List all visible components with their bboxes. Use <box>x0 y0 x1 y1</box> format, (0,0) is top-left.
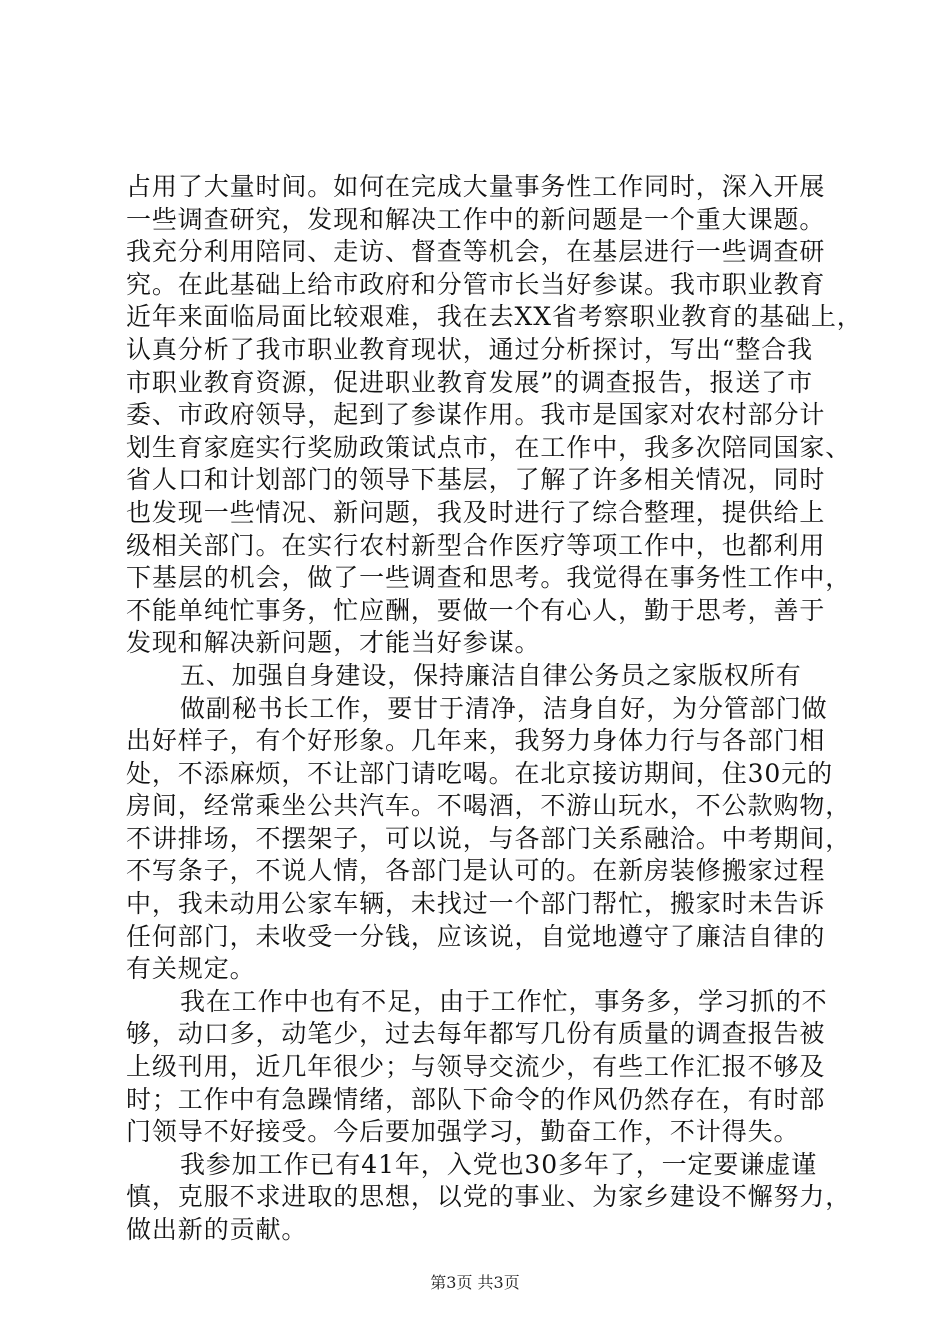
body-line: 门领导不好接受。今后要加强学习，勤奋工作，不计得失。 <box>126 1117 800 1147</box>
body-line: 慎，克服不求进取的思想，以党的事业、为家乡建设不懈努力， <box>126 1182 852 1212</box>
body-line: 时；工作中有急躁情绪，部队下命令的作风仍然存在，有时部 <box>126 1084 826 1114</box>
body-line: 省人口和计划部门的领导下基层，了解了许多相关情况，同时 <box>126 465 826 495</box>
body-line: 上级刊用，近几年很少；与领导交流少，有些工作汇报不够及 <box>126 1052 826 1082</box>
paragraph-first-line: 我参加工作已有41年，入党也30多年了，一定要谦虚谨 <box>180 1149 818 1179</box>
body-line: 级相关部门。在实行农村新型合作医疗等项工作中，也都利用 <box>126 530 826 560</box>
section-heading: 五、加强自身建设，保持廉洁自律公务员之家版权所有 <box>180 660 802 690</box>
body-line: 近年来面临局面比较艰难，我在去XX省考察职业教育的基础上， <box>126 302 863 332</box>
body-line: 究。在此基础上给市政府和分管市长当好参谋。我市职业教育 <box>126 269 826 299</box>
body-line: 处，不添麻烦，不让部门请吃喝。在北京接访期间，住30元的 <box>126 758 834 788</box>
body-line: 不讲排场，不摆架子，可以说，与各部门关系融洽。中考期间， <box>126 823 852 853</box>
body-line: 下基层的机会，做了一些调查和思考。我觉得在事务性工作中， <box>126 563 852 593</box>
body-line: 够，动口多，动笔少，过去每年都写几份有质量的调查报告被 <box>126 1019 826 1049</box>
page-footer: 第3页 共3页 <box>430 1273 520 1292</box>
paragraph-first-line: 做副秘书长工作，要甘于清净，洁身自好，为分管部门做 <box>180 693 828 723</box>
body-line: 委、市政府领导，起到了参谋作用。我市是国家对农村部分计 <box>126 400 826 430</box>
body-line: 认真分析了我市职业教育现状，通过分析探讨，写出“整合我 <box>126 334 814 364</box>
body-line: 任何部门，未收受一分钱，应该说，自觉地遵守了廉洁自律的 <box>126 921 826 951</box>
body-line: 房间，经常乘坐公共汽车。不喝酒，不游山玩水，不公款购物， <box>126 791 852 821</box>
body-line: 占用了大量时间。如何在完成大量事务性工作同时，深入开展 <box>126 172 826 201</box>
paragraph-first-line: 我在工作中也有不足，由于工作忙，事务多，学习抓的不 <box>180 986 828 1016</box>
body-line: 不能单纯忙事务，忙应酬，要做一个有心人，勤于思考，善于 <box>126 595 826 625</box>
body-line: 有关规定。 <box>126 954 256 984</box>
body-line: 也发现一些情况、新问题，我及时进行了综合整理，提供给上 <box>126 497 826 527</box>
body-line: 做出新的贡献。 <box>126 1215 308 1244</box>
body-line: 划生育家庭实行奖励政策试点市，在工作中，我多次陪同国家、 <box>126 432 852 462</box>
document-body <box>126 171 863 1247</box>
body-line: 中，我未动用公家车辆，未找过一个部门帮忙，搬家时未告诉 <box>126 889 826 919</box>
body-line: 我充分利用陪同、走访、督查等机会，在基层进行一些调查研 <box>126 237 826 267</box>
body-line: 一些调查研究，发现和解决工作中的新问题是一个重大课题。 <box>126 204 826 234</box>
body-line: 出好样子，有个好形象。几年来，我努力身体力行与各部门相 <box>126 726 826 756</box>
body-line: 市职业教育资源，促进职业教育发展”的调查报告，报送了市 <box>126 367 814 397</box>
body-line: 不写条子，不说人情，各部门是认可的。在新房装修搬家过程 <box>126 856 826 886</box>
body-line: 发现和解决新问题，才能当好参谋。 <box>126 628 541 658</box>
